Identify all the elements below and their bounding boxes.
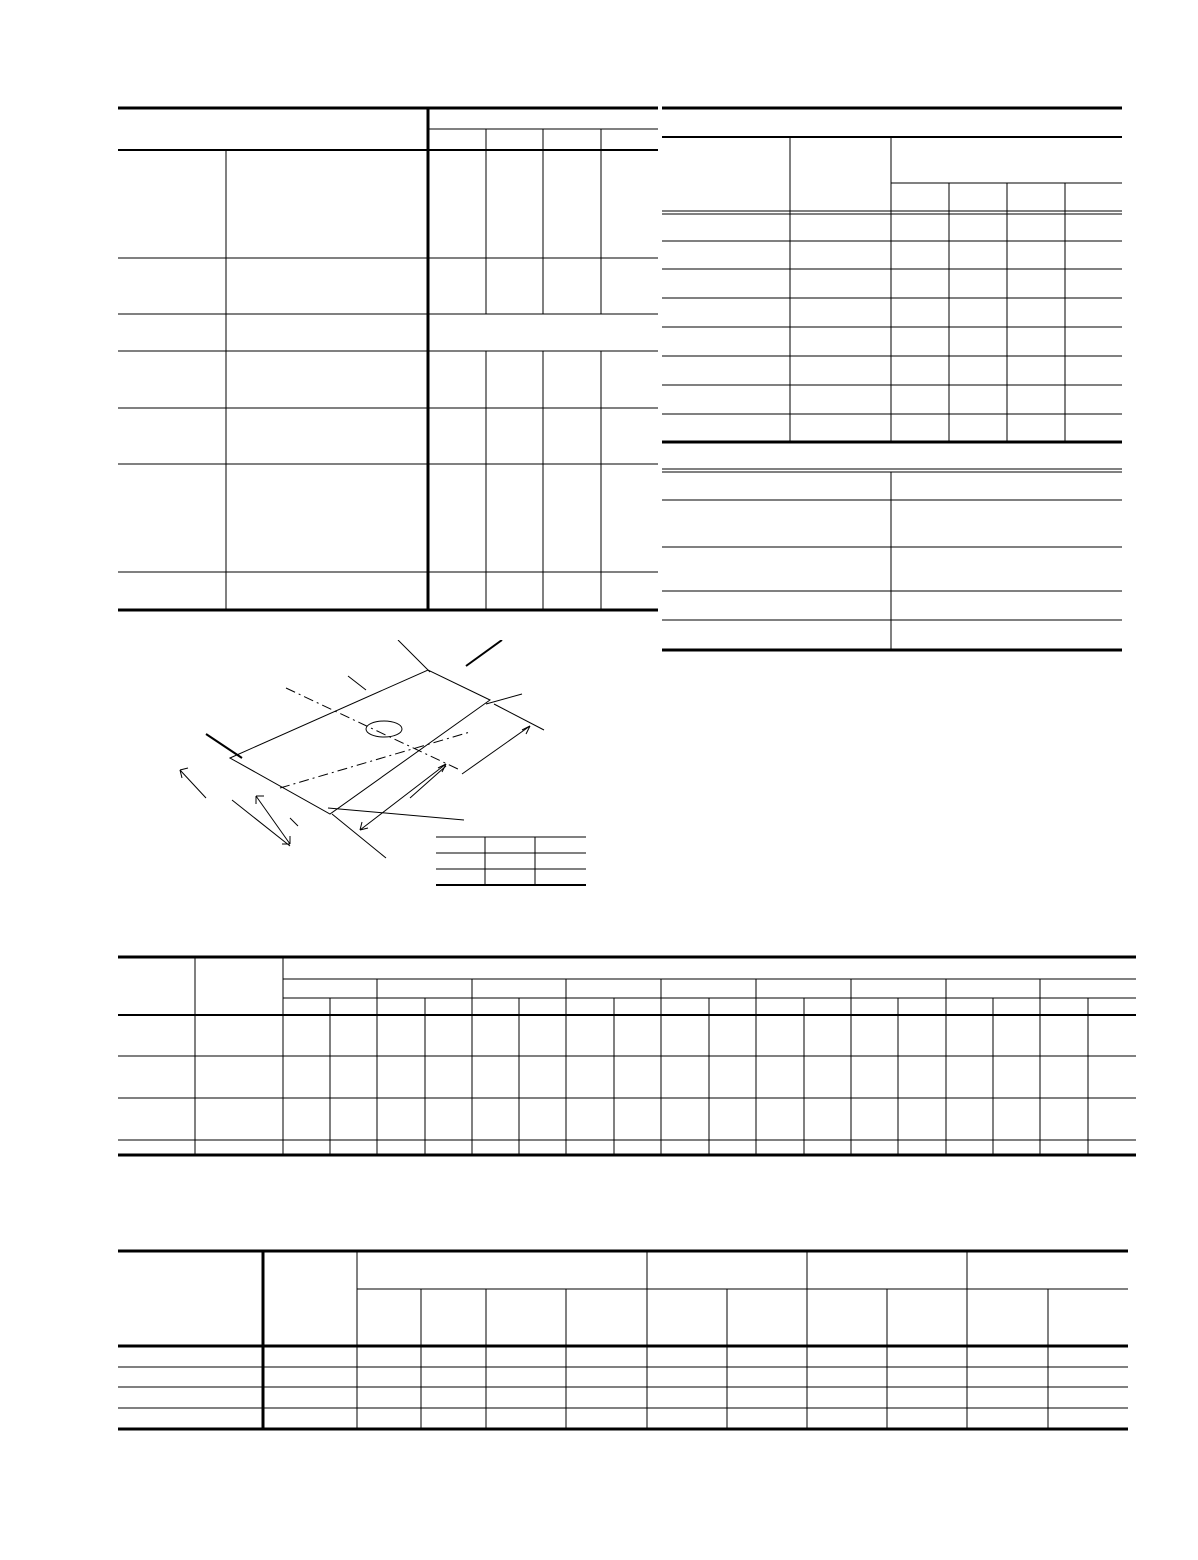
corner-weight-key [436,836,588,888]
weight-distribution-table [662,106,1124,446]
roof-curb-drawing [170,640,550,860]
physical-data-table [118,106,660,612]
performance-data-table [118,954,1138,1160]
clearance-table [662,466,1124,654]
electrical-data-table [118,1248,1130,1434]
